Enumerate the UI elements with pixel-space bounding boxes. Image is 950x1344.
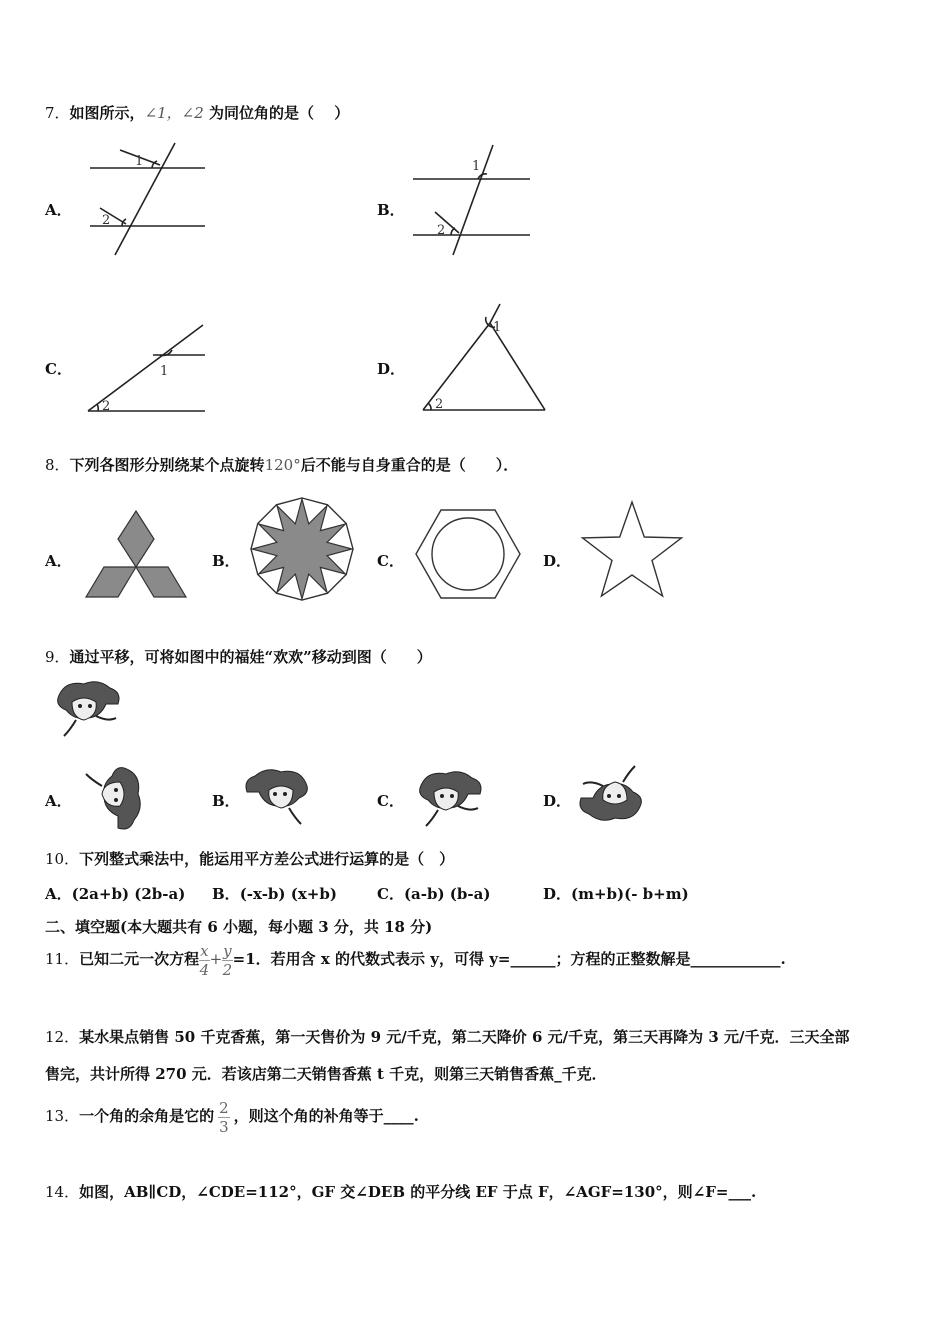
q7-stem (45, 102, 349, 123)
q10-option-c-expr: (a-b) (b-a) (403, 885, 491, 903)
q13-frac-num: 2 (219, 1098, 229, 1117)
q8-figure-d-five-point-star (580, 500, 685, 600)
q7-figure-c (80, 318, 220, 418)
q9-stem (45, 646, 432, 667)
q11-frac2-num: y (223, 941, 232, 960)
q7d-label-2: 2 (435, 397, 444, 412)
q8-angle: 120° (264, 456, 301, 474)
q7b-label-1: 1 (472, 159, 481, 174)
q11-frac1-num: x (200, 941, 209, 960)
q7a-label-2: 2 (102, 213, 111, 228)
q10-option-d-expr: (m+b)(- b+m) (571, 885, 689, 903)
q9c-mascot (420, 772, 481, 826)
q9a-mascot (86, 768, 140, 829)
q7d-left-side (423, 323, 490, 410)
q7d-right-side (490, 323, 545, 410)
q8-figure-c-hexagon-circle (415, 508, 523, 600)
q8-figure-b-star-in-polygon (247, 497, 357, 602)
q10-option-a (45, 883, 185, 904)
q10-text: 下列整式乘法中，能运用平方差公式进行运算的是（ ） (79, 850, 455, 868)
q8-stem (45, 454, 518, 475)
q7-math: ∠1，∠2 (144, 104, 204, 122)
q7c-label-1: 1 (160, 364, 169, 379)
q10-option-c-label: C． (377, 885, 404, 903)
q9-option-b-image (240, 766, 315, 828)
q9d-mascot (580, 766, 641, 820)
q10-option-a-label: A． (45, 885, 72, 903)
q10-option-c (377, 883, 490, 904)
q7c-arc-2 (97, 404, 98, 411)
q7b-arc-2 (451, 228, 455, 235)
q14-text: 如图，AB∥CD，∠CDE=112°，GF 交∠DEB 的平分线 EF 于点 F，∠AGF=130°，则∠F=___. (79, 1183, 757, 1201)
q14-stem (45, 1181, 756, 1202)
q8a-rhombus-top (118, 511, 154, 567)
q7-number: 7． (45, 104, 70, 122)
q12-number: 12． (45, 1028, 80, 1046)
q10-stem (45, 848, 454, 869)
q9-option-c-label: C． (377, 792, 404, 810)
q11-number: 11． (45, 950, 80, 968)
q9-option-b-label: B． (212, 792, 240, 810)
q13-stem (45, 1096, 419, 1136)
q8-text-b: 后不能与自身重合的是（ ）． (300, 456, 519, 474)
q11-stem (45, 941, 786, 979)
q8d-star-outline (583, 502, 682, 596)
section-2-title: 二、填空题(本大题共有 6 小题，每小题 3 分，共 18 分) (45, 918, 433, 936)
q14-number: 14． (45, 1183, 80, 1201)
q8-option-d-label: D． (543, 552, 572, 570)
q10-option-b-expr: (-x-b) (x+b) (239, 885, 337, 903)
q12-line-1-text: 某水果点销售 50 千克香蕉，第一天售价为 9 元/千克，第二天降价 6 元/千克，第三天再降为 3 元/千克．三天全部 (79, 1028, 850, 1046)
q8a-rhombus-left (86, 567, 136, 597)
q10-option-b-label: B． (212, 885, 240, 903)
q7c-label-2: 2 (102, 399, 111, 414)
q7-figure-a (80, 140, 220, 260)
q9-option-c-image (412, 768, 487, 830)
q7-option-c-label: C． (45, 360, 72, 378)
q9-option-d-image (575, 762, 650, 824)
q8-text-a: 下列各图形分别绕某个点旋转 (69, 456, 265, 474)
q7-text-b: 为同位角的是（ ） (203, 104, 350, 122)
q8a-rhombus-right (136, 567, 186, 597)
q7-option-b-label: B． (377, 201, 405, 219)
q11-plus: + (209, 950, 223, 968)
q10-option-b (212, 883, 337, 904)
q7-option-d-label: D． (377, 360, 406, 378)
q8-option-b-label: B． (212, 552, 240, 570)
q9-reference-huanhuan-image (50, 678, 125, 740)
q7-text-a: 如图所示， (69, 104, 145, 122)
q10-number: 10． (45, 850, 80, 868)
q7a-label-1: 1 (135, 154, 144, 169)
q13-text-a: 一个角的余角是它的 (79, 1107, 215, 1125)
q9-number: 9． (45, 648, 70, 666)
q9-mascot-reference (58, 682, 119, 736)
q7-option-a-label: A． (45, 201, 72, 219)
q7d-label-1: 1 (493, 320, 502, 335)
q7-figure-b (405, 140, 545, 260)
q11-text-b: =1．若用含 x 的代数式表示 y，可得 y=______；方程的正整数解是____________. (232, 950, 786, 968)
q11-frac2-den: 2 (222, 960, 233, 979)
q13-text-b: ，则这个角的补角等于____. (233, 1107, 419, 1125)
q12-line-2: 售完，共计所得 270 元．若该店第二天销售香蕉 t 千克，则第三天销售香蕉_千克． (45, 1065, 607, 1083)
q11-fraction-y-over-2 (222, 942, 232, 979)
q8-figure-a-three-rhombi (85, 508, 190, 603)
q10-option-d (543, 883, 689, 904)
q11-fraction-x-over-4 (199, 942, 209, 979)
q13-frac-den: 3 (219, 1117, 229, 1136)
q9-option-a-image (78, 768, 153, 826)
q13-number: 13． (45, 1107, 80, 1125)
q9b-mascot (246, 770, 307, 824)
q8-option-a-label: A． (45, 552, 72, 570)
q9-option-a-label: A． (45, 792, 72, 810)
q11-text-a: 已知二元一次方程 (79, 950, 200, 968)
q10-option-a-expr: (2a+b) (2b-a) (71, 885, 186, 903)
q8-number: 8． (45, 456, 70, 474)
q7-figure-d (415, 300, 555, 415)
q8-option-c-label: C． (377, 552, 404, 570)
q7b-label-2: 2 (437, 223, 446, 238)
q13-fraction-2-over-3 (218, 1099, 230, 1136)
q12-line-1 (45, 1026, 850, 1047)
q9-option-d-label: D． (543, 792, 572, 810)
q10-option-d-label: D． (543, 885, 572, 903)
q11-frac1-den: 4 (199, 960, 210, 979)
q7d-arc-2 (428, 403, 431, 410)
q9-text: 通过平移，可将如图中的福娃“欢欢”移动到图（ ） (69, 648, 432, 666)
